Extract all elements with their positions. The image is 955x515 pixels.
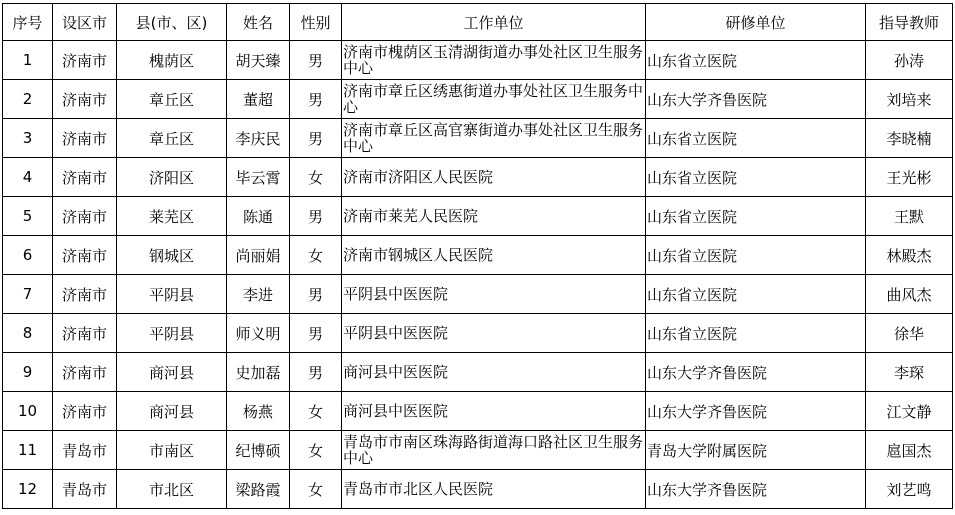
table-row (3, 431, 953, 470)
city-cell: 济南市 (53, 119, 117, 158)
district-cell: 商河县 (117, 392, 227, 431)
table-row (3, 275, 953, 314)
training-unit-cell: 山东大学齐鲁医院 (646, 392, 866, 431)
training-unit-cell: 山东大学齐鲁医院 (646, 80, 866, 119)
work-unit-cell: 商河县中医医院 (342, 353, 646, 392)
index-cell: 6 (3, 236, 53, 275)
mentor-cell: 孙涛 (866, 41, 953, 80)
mentor-cell: 王默 (866, 197, 953, 236)
name-cell: 董超 (227, 80, 290, 119)
index-cell: 4 (3, 158, 53, 197)
mentor-cell: 刘培来 (866, 80, 953, 119)
work-unit-cell: 济南市钢城区人民医院 (342, 236, 646, 275)
training-unit-cell: 山东大学齐鲁医院 (646, 470, 866, 509)
table-row (3, 353, 953, 392)
name-cell: 纪博硕 (227, 431, 290, 470)
gender-cell: 女 (290, 158, 342, 197)
index-cell: 7 (3, 275, 53, 314)
table-row (3, 470, 953, 509)
name-cell: 毕云霄 (227, 158, 290, 197)
name-cell: 梁路霞 (227, 470, 290, 509)
gender-cell: 女 (290, 236, 342, 275)
table-row (3, 119, 953, 158)
header-cell: 研修单位 (646, 4, 866, 41)
gender-cell: 男 (290, 80, 342, 119)
city-cell: 济南市 (53, 80, 117, 119)
index-cell: 3 (3, 119, 53, 158)
city-cell: 青岛市 (53, 470, 117, 509)
district-cell: 章丘区 (117, 80, 227, 119)
district-cell: 济阳区 (117, 158, 227, 197)
name-cell: 李进 (227, 275, 290, 314)
name-cell: 陈通 (227, 197, 290, 236)
gender-cell: 男 (290, 41, 342, 80)
name-cell: 尚丽娟 (227, 236, 290, 275)
index-cell: 12 (3, 470, 53, 509)
district-cell: 平阴县 (117, 314, 227, 353)
gender-cell: 男 (290, 119, 342, 158)
table-row (3, 197, 953, 236)
work-unit-cell: 青岛市市北区人民医院 (342, 470, 646, 509)
name-cell: 胡天臻 (227, 41, 290, 80)
city-cell: 济南市 (53, 275, 117, 314)
district-cell: 槐荫区 (117, 41, 227, 80)
table-row (3, 314, 953, 353)
mentor-cell: 林殿杰 (866, 236, 953, 275)
index-cell: 11 (3, 431, 53, 470)
gender-cell: 男 (290, 197, 342, 236)
work-unit-cell: 济南市槐荫区玉清湖街道办事处社区卫生服务中心 (342, 41, 646, 80)
city-cell: 济南市 (53, 392, 117, 431)
training-unit-cell: 山东省立医院 (646, 197, 866, 236)
training-unit-cell: 山东省立医院 (646, 314, 866, 353)
index-cell: 8 (3, 314, 53, 353)
district-cell: 市北区 (117, 470, 227, 509)
mentor-cell: 扈国杰 (866, 431, 953, 470)
work-unit-cell: 济南市章丘区绣惠街道办事处社区卫生服务中心 (342, 80, 646, 119)
name-cell: 史加磊 (227, 353, 290, 392)
training-unit-cell: 山东省立医院 (646, 275, 866, 314)
name-cell: 杨燕 (227, 392, 290, 431)
name-cell: 李庆民 (227, 119, 290, 158)
district-cell: 章丘区 (117, 119, 227, 158)
gender-cell: 男 (290, 314, 342, 353)
training-unit-cell: 青岛大学附属医院 (646, 431, 866, 470)
index-cell: 5 (3, 197, 53, 236)
work-unit-cell: 商河县中医医院 (342, 392, 646, 431)
gender-cell: 女 (290, 392, 342, 431)
training-unit-cell: 山东大学齐鲁医院 (646, 353, 866, 392)
district-cell: 市南区 (117, 431, 227, 470)
gender-cell: 女 (290, 470, 342, 509)
header-cell: 县(市、区) (117, 4, 227, 41)
city-cell: 济南市 (53, 197, 117, 236)
district-cell: 平阴县 (117, 275, 227, 314)
index-cell: 2 (3, 80, 53, 119)
header-cell: 序号 (3, 4, 53, 41)
work-unit-cell: 平阴县中医医院 (342, 314, 646, 353)
header-cell: 性别 (290, 4, 342, 41)
mentor-cell: 李晓楠 (866, 119, 953, 158)
training-unit-cell: 山东省立医院 (646, 41, 866, 80)
training-unit-cell: 山东省立医院 (646, 158, 866, 197)
table-row (3, 80, 953, 119)
mentor-cell: 徐华 (866, 314, 953, 353)
table-row (3, 236, 953, 275)
city-cell: 济南市 (53, 158, 117, 197)
work-unit-cell: 青岛市市南区珠海路街道海口路社区卫生服务中心 (342, 431, 646, 470)
city-cell: 济南市 (53, 353, 117, 392)
city-cell: 济南市 (53, 236, 117, 275)
index-cell: 10 (3, 392, 53, 431)
training-unit-cell: 山东省立医院 (646, 236, 866, 275)
header-cell: 姓名 (227, 4, 290, 41)
city-cell: 青岛市 (53, 431, 117, 470)
header-row (3, 4, 953, 41)
name-cell: 师义明 (227, 314, 290, 353)
training-unit-cell: 山东省立医院 (646, 119, 866, 158)
header-cell: 指导教师 (866, 4, 953, 41)
gender-cell: 男 (290, 275, 342, 314)
trainee-table (2, 3, 953, 509)
city-cell: 济南市 (53, 41, 117, 80)
mentor-cell: 刘艺鸣 (866, 470, 953, 509)
gender-cell: 女 (290, 431, 342, 470)
mentor-cell: 李琛 (866, 353, 953, 392)
work-unit-cell: 济南市莱芜人民医院 (342, 197, 646, 236)
district-cell: 莱芜区 (117, 197, 227, 236)
header-cell: 工作单位 (342, 4, 646, 41)
district-cell: 钢城区 (117, 236, 227, 275)
index-cell: 9 (3, 353, 53, 392)
header-cell: 设区市 (53, 4, 117, 41)
work-unit-cell: 济南市济阳区人民医院 (342, 158, 646, 197)
mentor-cell: 王光彬 (866, 158, 953, 197)
index-cell: 1 (3, 41, 53, 80)
table-row (3, 392, 953, 431)
work-unit-cell: 平阴县中医医院 (342, 275, 646, 314)
mentor-cell: 江文静 (866, 392, 953, 431)
table-row (3, 41, 953, 80)
gender-cell: 男 (290, 353, 342, 392)
mentor-cell: 曲风杰 (866, 275, 953, 314)
city-cell: 济南市 (53, 314, 117, 353)
district-cell: 商河县 (117, 353, 227, 392)
work-unit-cell: 济南市章丘区高官寨街道办事处社区卫生服务中心 (342, 119, 646, 158)
table-row (3, 158, 953, 197)
table-body (3, 41, 953, 509)
